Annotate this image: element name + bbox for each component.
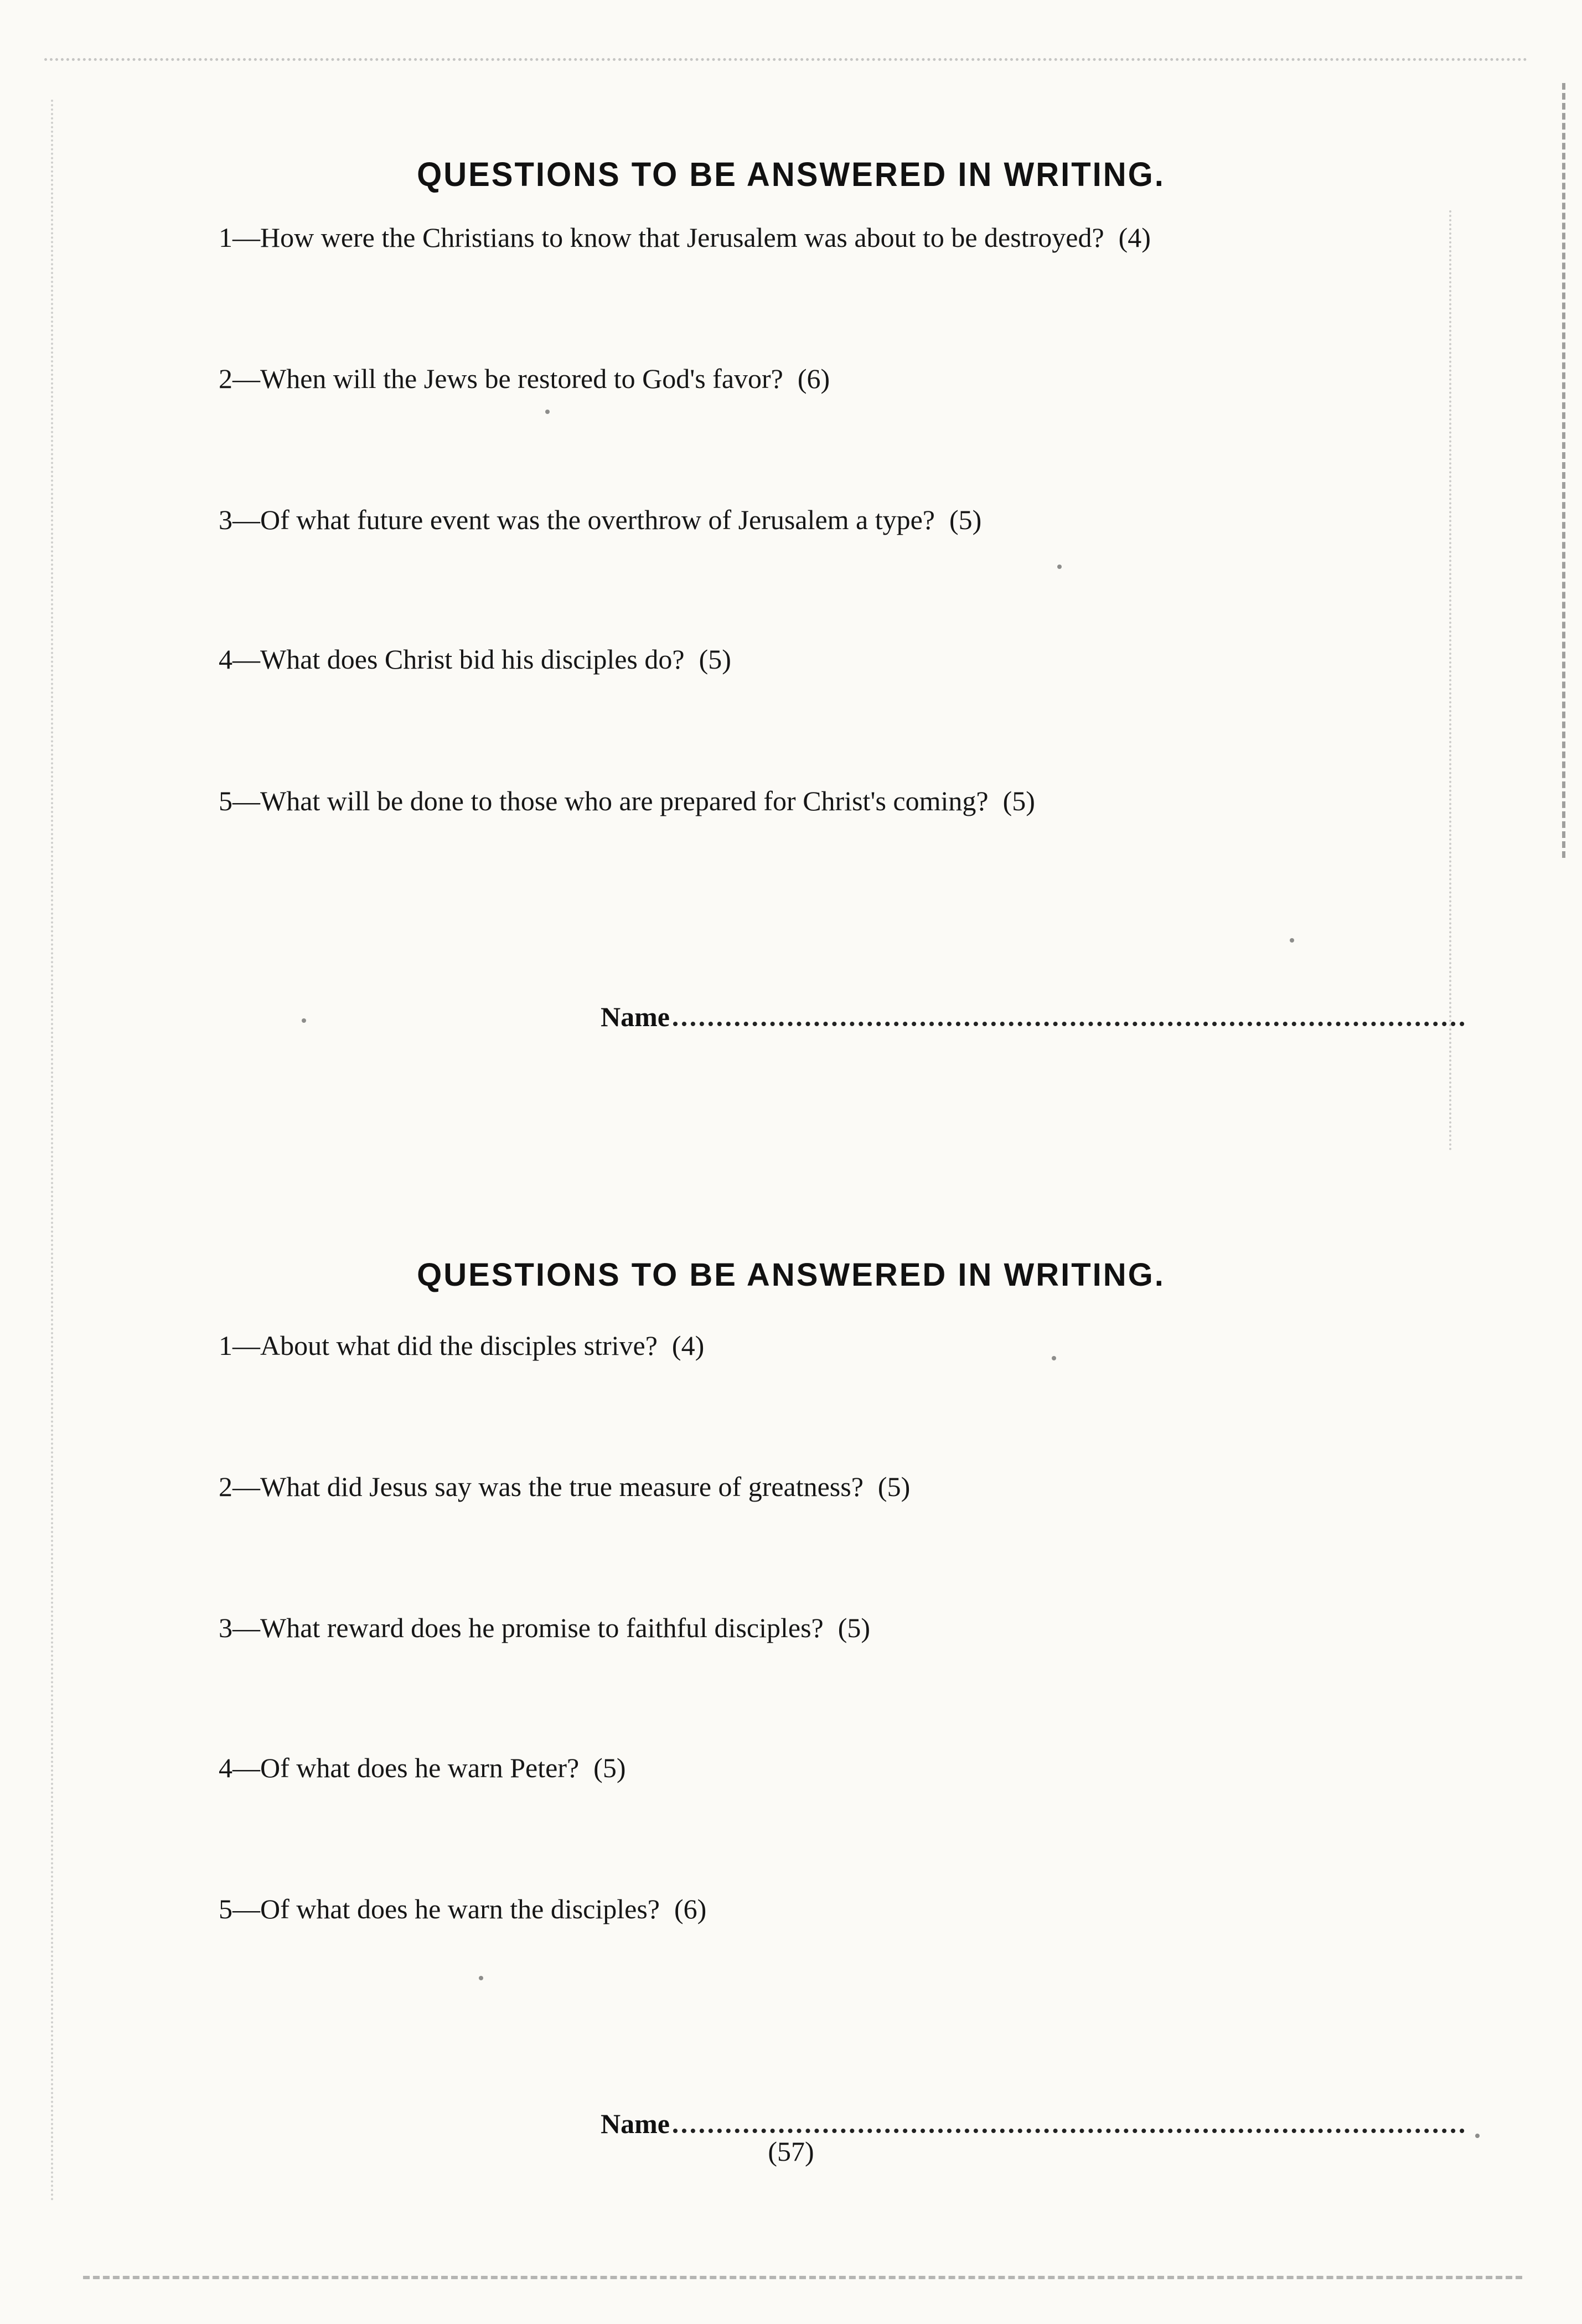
question-points: (5) bbox=[949, 504, 982, 535]
section1-question-4 bbox=[219, 643, 731, 675]
scan-speck bbox=[479, 1976, 483, 1980]
section1-question-3 bbox=[219, 504, 981, 536]
scan-edge-top bbox=[44, 58, 1528, 61]
question-text: Of what does he warn Peter? bbox=[260, 1752, 580, 1783]
question-number: 2— bbox=[219, 363, 260, 394]
scan-edge-bottom bbox=[83, 2276, 1522, 2279]
question-text: What reward does he promise to faithful disciples? bbox=[260, 1612, 824, 1643]
question-points: (5) bbox=[699, 644, 731, 675]
scan-edge-right bbox=[1562, 83, 1565, 858]
question-points: (5) bbox=[1002, 785, 1035, 816]
section2-heading: QUESTIONS TO BE ANSWERED IN WRITING. bbox=[417, 1257, 1165, 1293]
question-points: (4) bbox=[1118, 222, 1151, 253]
question-text: How were the Christians to know that Jerusalem was about to be destroyed? bbox=[260, 222, 1104, 253]
section1-question-2 bbox=[219, 363, 830, 395]
question-text: What did Jesus say was the true measure of greatness? bbox=[260, 1471, 864, 1502]
section1-question-1 bbox=[219, 221, 1151, 253]
question-number: 3— bbox=[219, 1612, 260, 1643]
question-number: 1— bbox=[219, 222, 260, 253]
section2-question-5 bbox=[219, 1893, 706, 1925]
section1-heading: QUESTIONS TO BE ANSWERED IN WRITING. bbox=[417, 156, 1165, 194]
question-points: (5) bbox=[877, 1471, 911, 1502]
question-points: (5) bbox=[837, 1612, 871, 1643]
section2-question-1 bbox=[219, 1329, 704, 1362]
name-dotted-line bbox=[673, 1022, 1465, 1026]
question-text: What does Christ bid his disciples do? bbox=[260, 644, 685, 675]
question-points: (4) bbox=[671, 1330, 705, 1361]
scan-speck bbox=[1475, 2134, 1480, 2138]
name-dotted-line bbox=[673, 2129, 1465, 2133]
scan-speck bbox=[545, 410, 550, 414]
question-text: What will be done to those who are prepared for Christ's coming? bbox=[260, 785, 989, 816]
section2-question-4 bbox=[219, 1752, 625, 1784]
scan-speck bbox=[1057, 565, 1062, 569]
page-number: (57) bbox=[768, 2136, 814, 2167]
question-text: When will the Jews be restored to God's favor? bbox=[260, 363, 783, 394]
question-number: 5— bbox=[219, 1893, 260, 1924]
section2-question-2 bbox=[219, 1471, 910, 1503]
question-number: 4— bbox=[219, 1752, 260, 1783]
name-label: Name bbox=[601, 1001, 670, 1032]
question-number: 3— bbox=[219, 504, 260, 535]
section2-question-3 bbox=[219, 1612, 870, 1644]
question-number: 5— bbox=[219, 785, 260, 816]
question-text: Of what does he warn the disciples? bbox=[260, 1893, 660, 1924]
question-number: 1— bbox=[219, 1330, 260, 1361]
scan-edge-left bbox=[51, 100, 53, 2203]
question-number: 4— bbox=[219, 644, 260, 675]
question-number: 2— bbox=[219, 1471, 260, 1502]
question-points: (6) bbox=[674, 1893, 707, 1924]
scan-speck bbox=[1052, 1356, 1056, 1360]
question-text: Of what future event was the overthrow of Jerusalem a type? bbox=[260, 504, 935, 535]
name-label: Name bbox=[601, 2108, 670, 2139]
scan-speck bbox=[302, 1018, 306, 1023]
scan-speck bbox=[1290, 938, 1294, 943]
question-points: (5) bbox=[593, 1752, 626, 1783]
section1-name-field[interactable] bbox=[601, 1001, 1465, 1033]
question-points: (6) bbox=[797, 363, 830, 394]
section1-question-5 bbox=[219, 785, 1035, 817]
question-text: About what did the disciples strive? bbox=[260, 1330, 658, 1361]
